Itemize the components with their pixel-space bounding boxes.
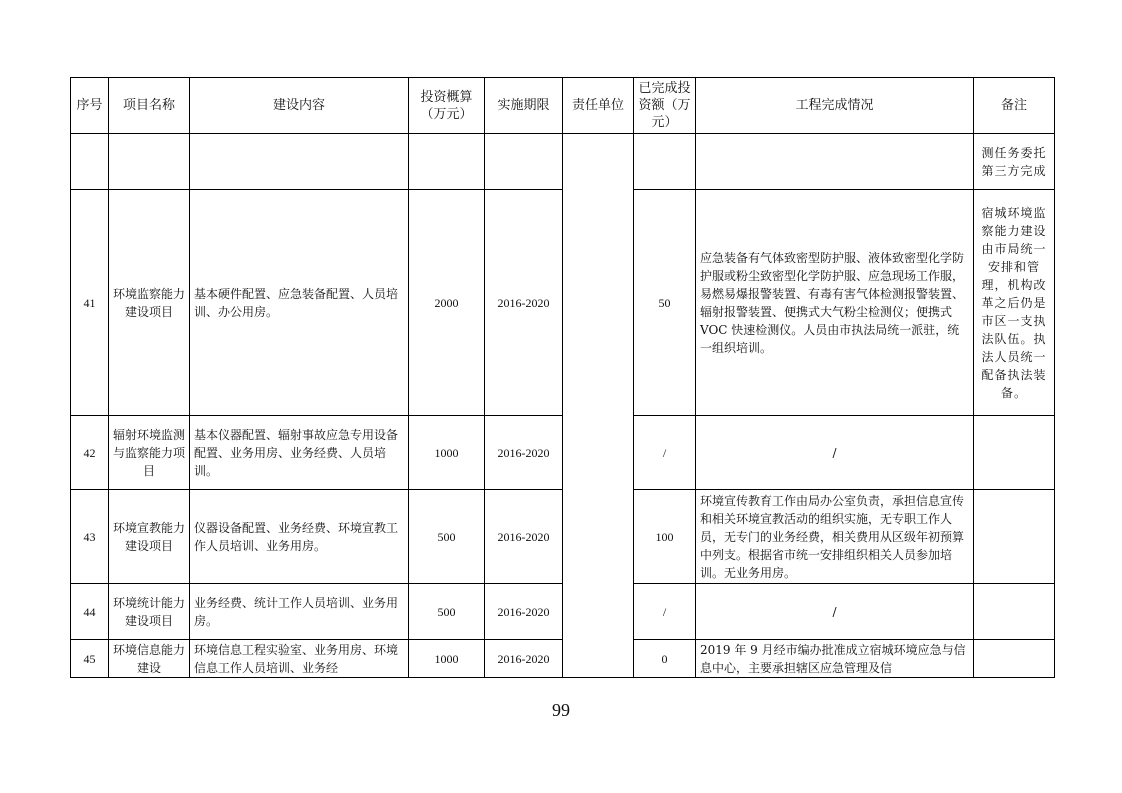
header-period: 实施期限 [485,78,563,134]
cell-budget: 1000 [409,640,485,678]
cell-no: 45 [71,640,109,678]
page-number: 99 [552,700,570,720]
cell-content: 仪器设备配置、业务经费、环境宣教工作人员培训、业务用房。 [190,490,409,584]
cell-done [634,134,696,190]
cell-status: / [696,416,974,490]
header-unit: 责任单位 [563,78,634,134]
table-header-row [71,78,1055,134]
cell-remark: 测任务委托第三方完成 [974,134,1055,190]
cell-done: / [634,584,696,640]
cell-period: 2016-2020 [485,584,563,640]
cell-content: 基本仪器配置、辐射事故应急专用设备配置、业务用房、业务经费、人员培训。 [190,416,409,490]
cell-status: 应急装备有气体致密型防护服、液体致密型化学防护服或粉尘致密型化学防护服、应急现场工作服，易燃易爆报警装置、有毒有害气体检测报警装置、辐射报警装置、便携式大气粉尘检测仪；便携式 VOC 快速检测仪。人员由市执法局统一派驻，统一组织培训。 [696,190,974,416]
cell-done: 0 [634,640,696,678]
cell-remark [974,640,1055,678]
cell-budget: 2000 [409,190,485,416]
cell-name [109,134,190,190]
project-table [70,77,1055,678]
cell-no: 43 [71,490,109,584]
cell-name: 辐射环境监测与监察能力项目 [109,416,190,490]
cell-content: 业务经费、统计工作人员培训、业务用房。 [190,584,409,640]
cell-period [485,134,563,190]
cell-no: 41 [71,190,109,416]
cell-budget: 1000 [409,416,485,490]
cell-name: 环境信息能力建设 [109,640,190,678]
cell-status: 环境宣传教育工作由局办公室负责，承担信息宣传和相关环境宣教活动的组织实施，无专职工作人员，无专门的业务经费，相关费用从区级年初预算中列支。根据省市统一安排组织相关人员参加培训。无业务用房。 [696,490,974,584]
table-row [71,134,1055,190]
cell-remark: 宿城环境监察能力建设由市局统一安排和管理，机构改革之后仍是市区一支执法队伍。执法人员统一配备执法装备。 [974,190,1055,416]
cell-content [190,134,409,190]
cell-status: / [696,584,974,640]
cell-name: 环境监察能力建设项目 [109,190,190,416]
header-done: 已完成投资额（万元） [634,78,696,134]
cell-status: 2019 年 9 月经市编办批准成立宿城环境应急与信息中心，主要承担辖区应急管理及信 [696,640,974,678]
cell-name: 环境统计能力建设项目 [109,584,190,640]
cell-no: 42 [71,416,109,490]
cell-period: 2016-2020 [485,190,563,416]
cell-period: 2016-2020 [485,640,563,678]
cell-period: 2016-2020 [485,490,563,584]
header-no: 序号 [71,78,109,134]
header-name: 项目名称 [109,78,190,134]
cell-done: 50 [634,190,696,416]
cell-remark [974,490,1055,584]
cell-no [71,134,109,190]
cell-unit-merged [563,134,634,678]
cell-name: 环境宣教能力建设项目 [109,490,190,584]
header-remark: 备注 [974,78,1055,134]
header-status: 工程完成情况 [696,78,974,134]
cell-content: 基本硬件配置、应急装备配置、人员培训、办公用房。 [190,190,409,416]
cell-done: / [634,416,696,490]
cell-period: 2016-2020 [485,416,563,490]
cell-status [696,134,974,190]
cell-budget [409,134,485,190]
cell-remark [974,584,1055,640]
cell-budget: 500 [409,490,485,584]
cell-budget: 500 [409,584,485,640]
cell-done: 100 [634,490,696,584]
header-budget: 投资概算（万元） [409,78,485,134]
cell-no: 44 [71,584,109,640]
header-content: 建设内容 [190,78,409,134]
cell-content: 环境信息工程实验室、业务用房、环境信息工作人员培训、业务经 [190,640,409,678]
cell-remark [974,416,1055,490]
